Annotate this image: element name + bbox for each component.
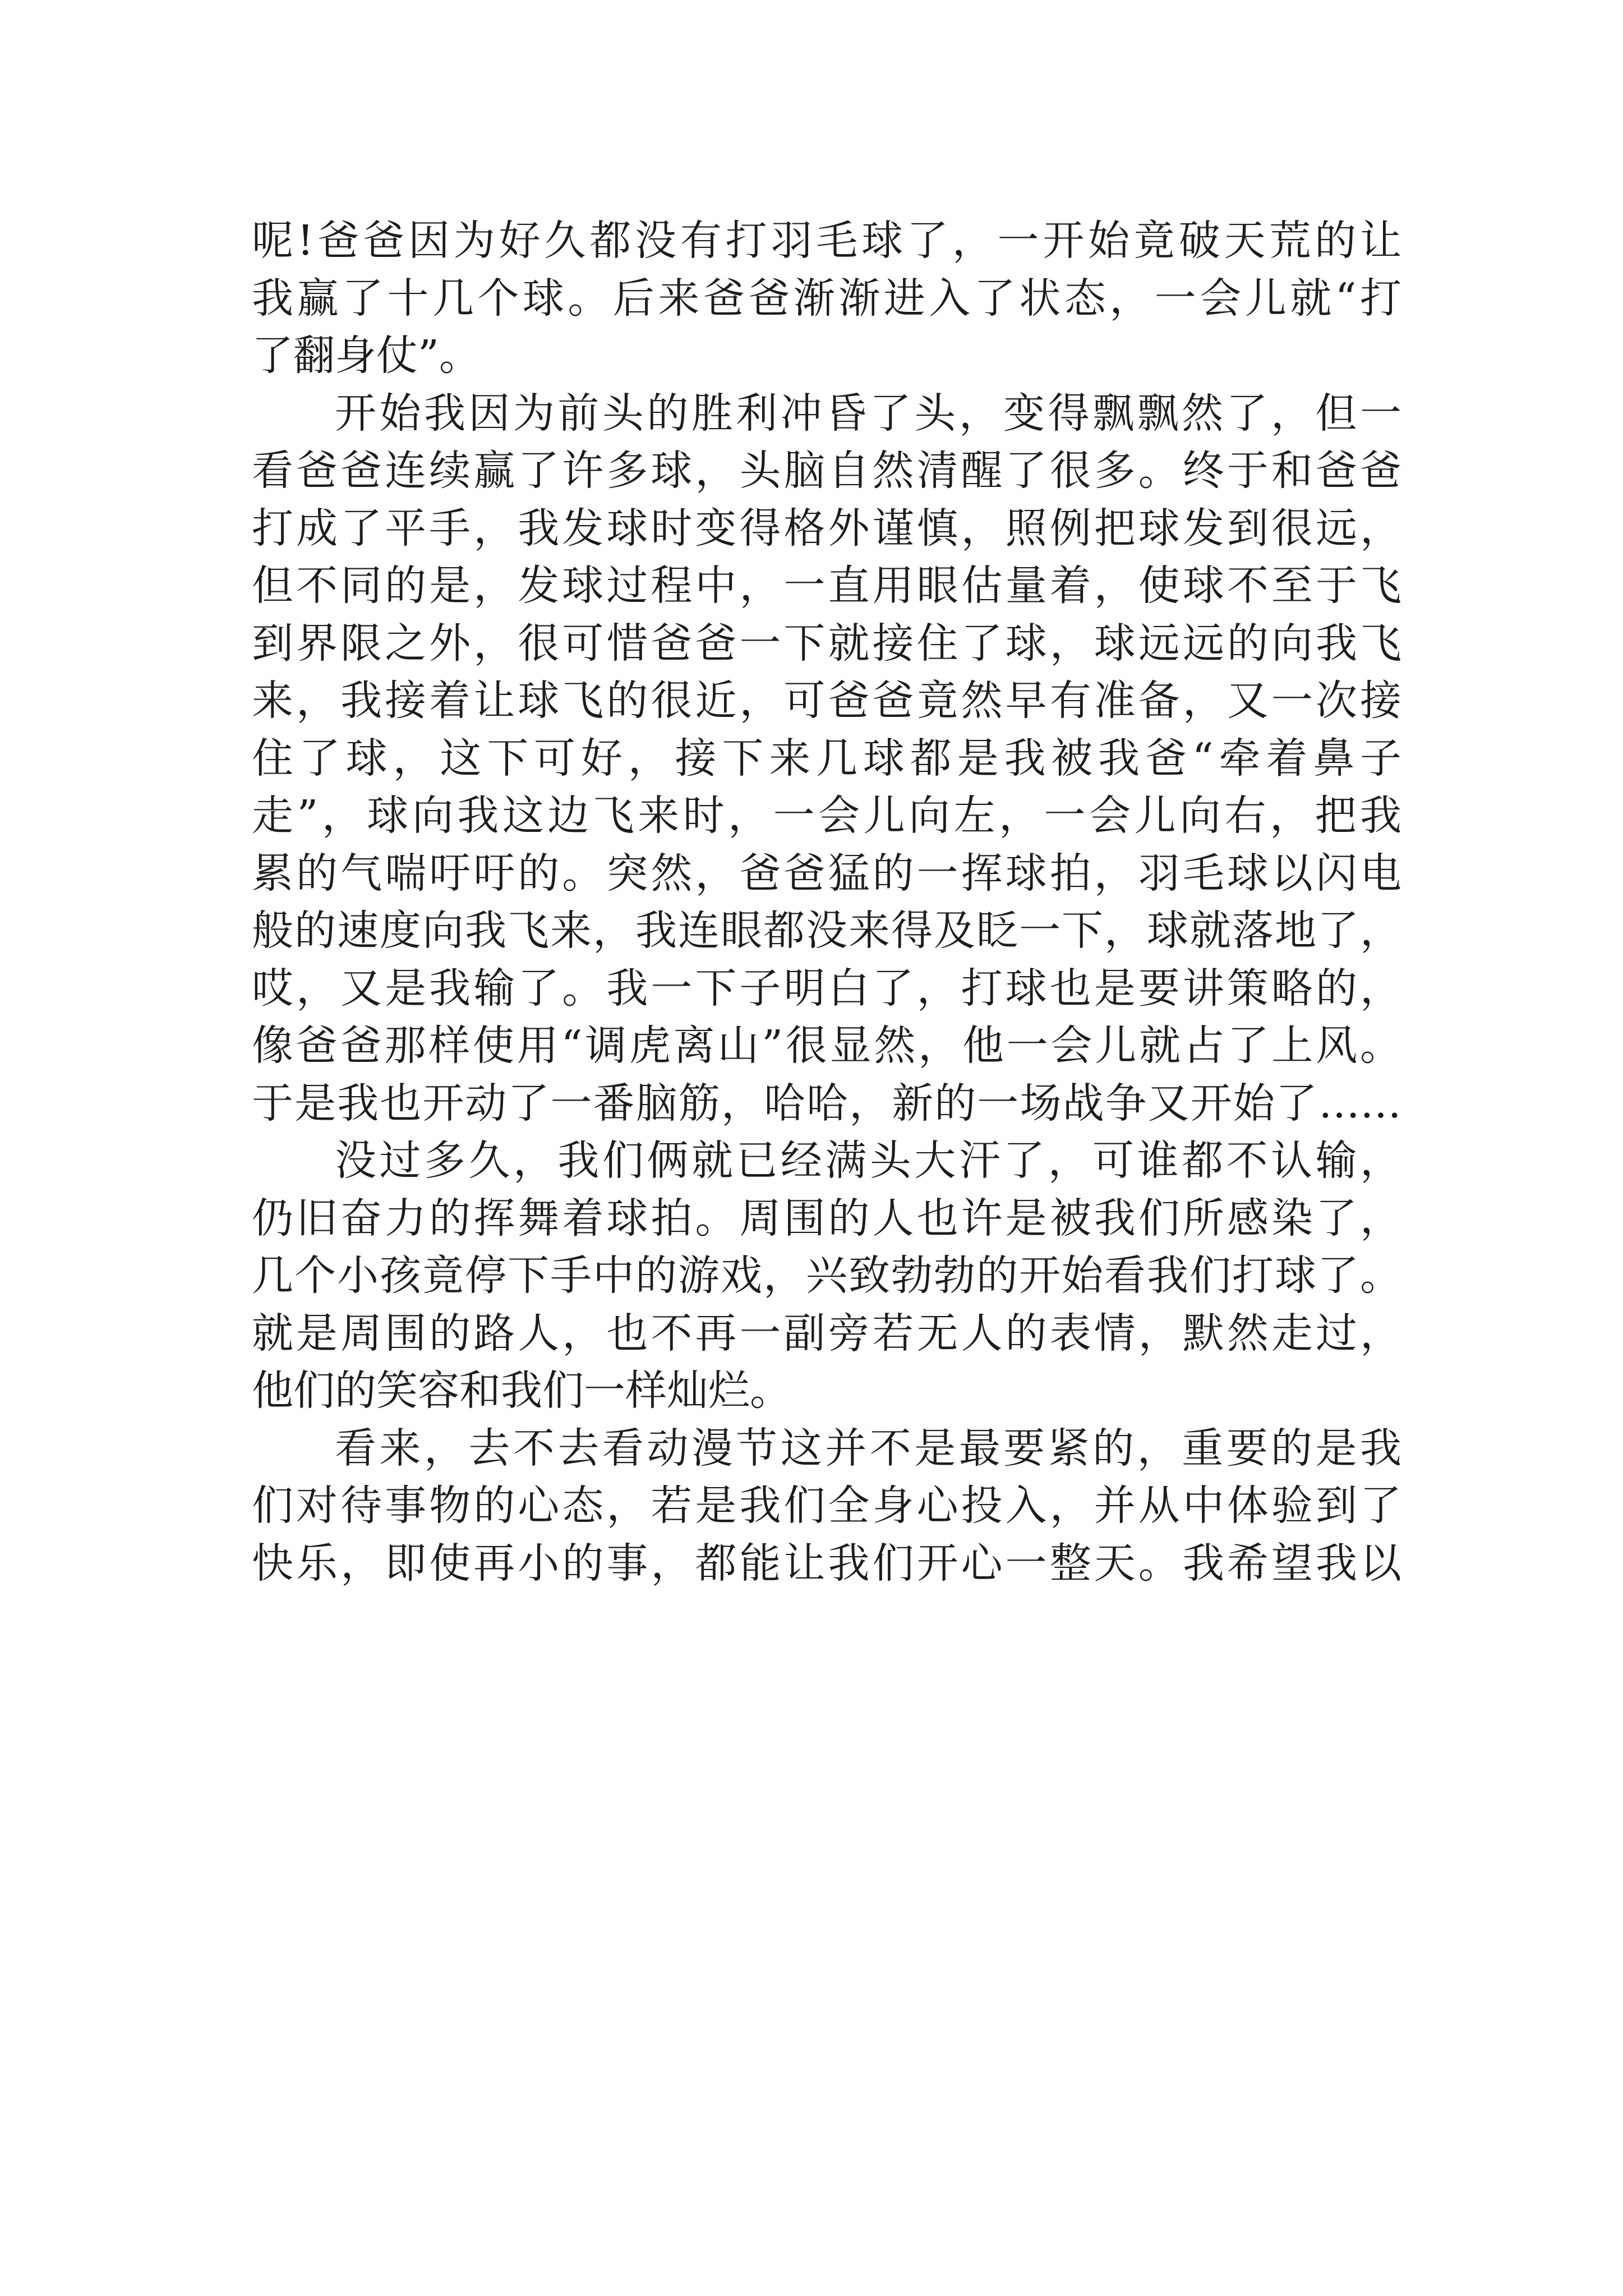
text-line: 我赢了十几个球。后来爸爸渐渐进入了状态，一会儿就“打 <box>252 274 1401 323</box>
text-line: 累的气喘吁吁的。突然，爸爸猛的一挥球拍，羽毛球以闪电 <box>252 849 1401 898</box>
text-line: 呢!爸爸因为好久都没有打羽毛球了，一开始竟破天荒的让 <box>252 217 1401 265</box>
text-line: 住了球，这下可好，接下来几球都是我被我爸“牵着鼻子 <box>252 734 1401 783</box>
text-line: 到界限之外，很可惜爸爸一下就接住了球，球远远的向我飞 <box>252 619 1401 668</box>
paragraph-first-line: 看来，去不去看动漫节这并不是最要紧的，重要的是我 <box>335 1424 1401 1473</box>
text-line: 像爸爸那样使用“调虎离山”很显然，他一会儿就占了上风。 <box>252 1022 1401 1070</box>
text-line: 快乐，即使再小的事，都能让我们开心一整天。我希望我以 <box>252 1539 1401 1588</box>
text-line: 打成了平手，我发球时变得格外谨慎，照例把球发到很远， <box>252 504 1401 553</box>
paragraph-first-line: 没过多久，我们俩就已经满头大汗了，可谁都不认输， <box>335 1137 1401 1185</box>
text-line: 哎，又是我输了。我一下子明白了，打球也是要讲策略的， <box>252 964 1401 1013</box>
text-line: 走”，球向我这边飞来时，一会儿向左，一会儿向右，把我 <box>252 792 1401 840</box>
body-text <box>252 212 1401 1592</box>
paragraph-first-line: 开始我因为前头的胜利冲昏了头，变得飘飘然了，但一 <box>335 389 1401 438</box>
text-line: 仍旧奋力的挥舞着球拍。周围的人也许是被我们所感染了， <box>252 1194 1401 1243</box>
text-line: 于是我也开动了一番脑筋，哈哈，新的一场战争又开始了…… <box>252 1079 1401 1128</box>
text-line: 看爸爸连续赢了许多球，头脑自然清醒了很多。终于和爸爸 <box>252 447 1401 495</box>
text-line: 般的速度向我飞来，我连眼都没来得及眨一下，球就落地了， <box>252 907 1401 955</box>
text-line: 但不同的是，发球过程中，一直用眼估量着，使球不至于飞 <box>252 562 1401 610</box>
text-line: 几个小孩竟停下手中的游戏，兴致勃勃的开始看我们打球了。 <box>252 1251 1401 1300</box>
text-line: 就是周围的路人，也不再一副旁若无人的表情，默然走过， <box>252 1309 1401 1358</box>
text-line: 他们的笑容和我们一样灿烂。 <box>252 1366 791 1415</box>
text-line: 来，我接着让球飞的很近，可爸爸竟然早有准备，又一次接 <box>252 677 1401 725</box>
text-line: 们对待事物的心态，若是我们全身心投入，并从中体验到了 <box>252 1481 1401 1530</box>
text-line: 了翻身仗”。 <box>252 332 481 380</box>
